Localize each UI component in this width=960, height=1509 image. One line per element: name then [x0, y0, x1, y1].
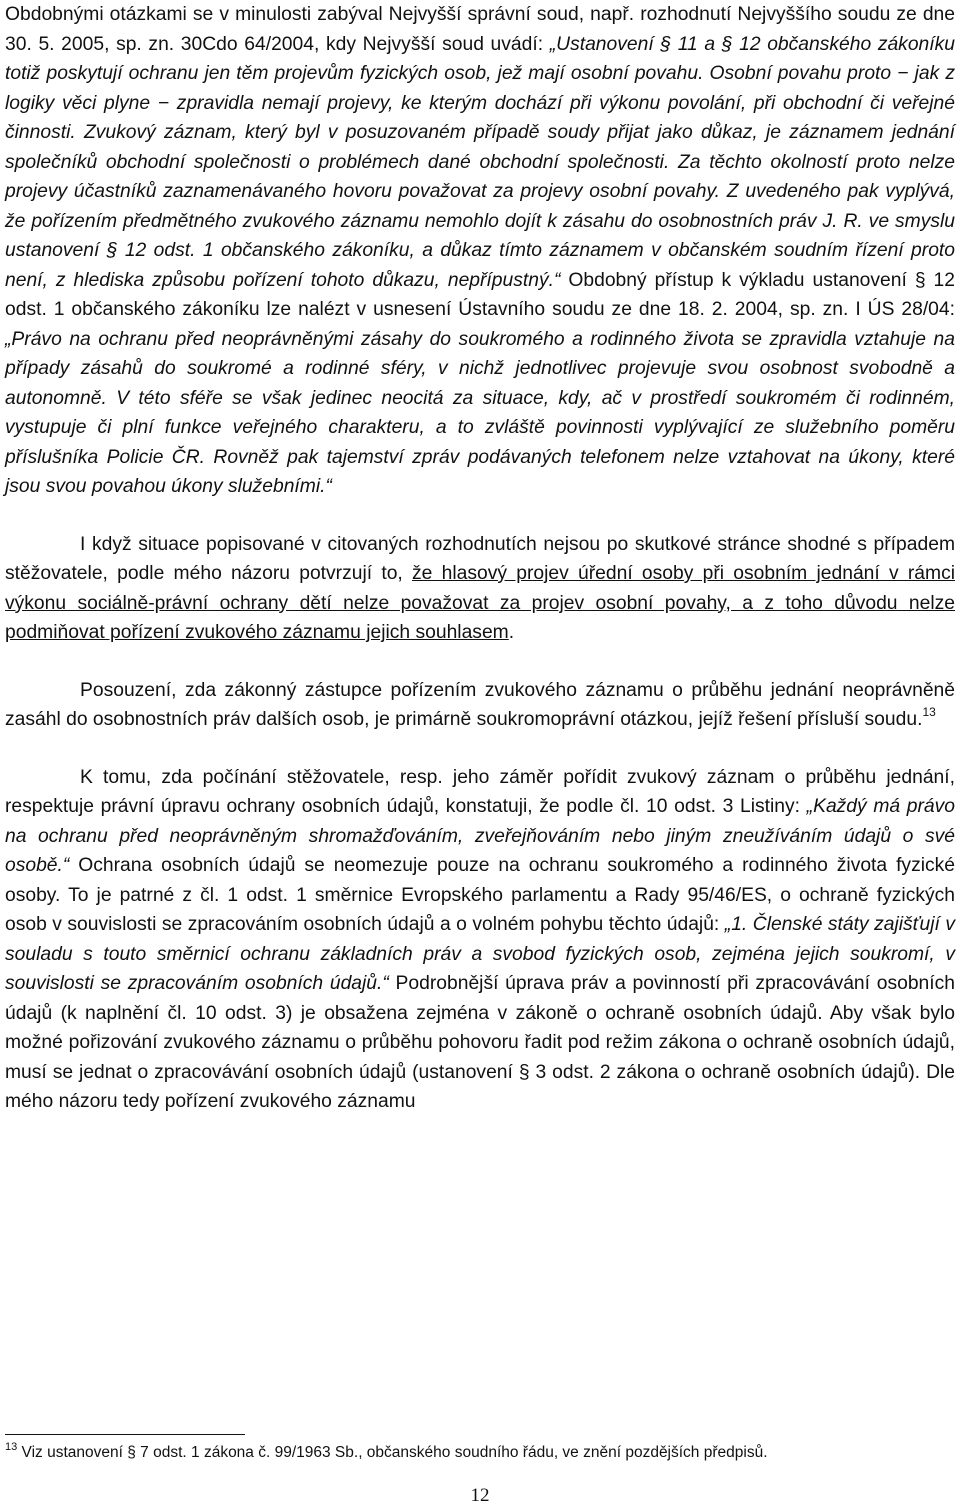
paragraph-1-text-1: Obdobnými otázkami se v minulosti zabýval Nejvyšší správní soud, např. rozhodnutí Nejvyššího soudu ze dne 30. 5. 2005, sp. zn. 30Cdo 64/2004, kdy Nejvyšší soud uvádí: — [5, 4, 955, 55]
paragraph-4 — [5, 763, 955, 1117]
paragraph-2-text-2: . — [508, 622, 515, 643]
paragraph-3 — [5, 676, 955, 735]
paragraph-4-quote-listina: „Každý má právo na ochranu před neoprávněným shromažďováním, zveřejňováním nebo jiným zneužíváním údajů o své osobě.“ — [5, 796, 955, 876]
paragraph-spacer — [5, 648, 955, 676]
footnote — [5, 1442, 955, 1464]
paragraph-4-text-2: Ochrana osobních údajů se neomezuje pouze na ochranu soukromého a rodinného života fyzické osoby. To je patrné z čl. 1 odst. 1 směrnice Evropského parlamentu a Rady 95/46/ES, o ochraně fyzických osob v souvislosti se zpracováním osobních údajů a o volném pohybu těchto údajů: — [5, 855, 955, 935]
paragraph-1-quote-nss: „Ustanovení § 11 a § 12 občanského zákoníku totiž poskytují ochranu jen těm projevům fyzických osob, jež mají osobní povahu. Osobní povahu proto − jak z logiky věci plyne − zpravidla nemají projevy, ke kterým dochází při výkonu povolání, při obchodní či veřejné činnosti. Zvukový záznam, který byl v posuzovaném případě soudy přijat jako důkaz, je záznamem jednání společníků obchodní společnosti o problémech dané obchodní společnosti. Za těchto okolností proto nelze projevy účastníků zaznamenávaného hovoru považovat za projevy osobní povahy. Z uvedeného pak vyplývá, že pořízením předmětného zvukového záznamu nemohlo dojít k zásahu do osobnostních práv J. R. ve smyslu ustanovení § 12 odst. 1 občanského zákoníku, a důkaz tímto záznamem v občanském soudním řízení proto není, z hlediska způsobu pořízení tohoto důkazu, nepřípustný.“ — [5, 33, 955, 291]
paragraph-2-text-1: I když situace popisované v citovaných rozhodnutích nejsou po skutkové stránce shodné s případem stěžovatele, podle mého názoru potvrzují to, — [5, 533, 955, 584]
paragraph-1-text-2: Obdobný přístup k výkladu ustanovení § 12 odst. 1 občanského zákoníku lze nalézt v usnesení Ústavního soudu ze dne 18. 2. 2004, sp. zn. I ÚS 28/04: — [5, 269, 955, 320]
footnote-text: Viz ustanovení § 7 odst. 1 zákona č. 99/1963 Sb., občanského soudního řádu, ve znění pozdějších předpisů. — [17, 1444, 768, 1461]
paragraph-1-quote-us: „Právo na ochranu před neoprávněnými zásahy do soukromého a rodinného života se zpravidla vztahuje na případy zásahů do soukromé a rodinné sféry, v nichž jednotlivec projevuje svou osobnost svobodně a autonomně. V této sféře se však jedinec neocitá za situace, kdy, ač v prostředí soukromém či rodinném, vystupuje či plní funkce veřejného charakteru, a to zvláště povinnosti vyplývající ze služebního poměru příslušníka Policie ČR. Rovněž pak tajemství zpráv podávaných telefonem nelze vztahovat na úkony, které jsou svou povahou úkony služebními.“ — [5, 328, 955, 497]
paragraph-2 — [5, 530, 955, 648]
paragraph-spacer — [5, 502, 955, 530]
paragraph-1 — [5, 0, 955, 502]
document-page — [5, 0, 955, 1117]
paragraph-3-text: Posouzení, zda zákonný zástupce pořízením zvukového záznamu o průběhu jednání neoprávněně zasáhl do osobnostních práv dalších osob, je primárně soukromoprávní otázkou, jejíž řešení přísluší soudu. — [5, 679, 955, 730]
paragraph-2-underlined-conclusion: že hlasový projev úřední osoby při osobním jednání v rámci výkonu sociálně-právní ochrany dětí nelze považovat za projev osobní povahy, a z toho důvodu nelze podmiňovat pořízení zvukového záznamu jejich souhlasem — [5, 563, 955, 643]
footnote-reference[interactable]: 13 — [922, 705, 936, 719]
paragraph-4-quote-directive: „1. Členské státy zajišťují v souladu s touto směrnicí ochranu základních práv a svobod fyzických osob, zejména jejich soukromí, v souvislosti se zpracováním osobních údajů.“ — [5, 914, 955, 994]
page-number: 12 — [470, 1485, 490, 1506]
paragraph-4-text-3: Podrobnější úprava práv a povinností při zpracovávání osobních údajů (k naplnění čl. 10 odst. 3) je obsažena zejména v zákoně o ochraně osobních údajů. Aby však bylo možné pořizování zvukového záznamu o průběhu pohovoru řadit pod režim zákona o ochraně osobních údajů, musí se jednat o zpracovávání osobních údajů (ustanovení § 3 odst. 2 zákona o ochraně osobních údajů). Dle mého názoru tedy pořízení zvukového záznamu — [5, 973, 955, 1112]
paragraph-4-text-1: K tomu, zda počínání stěžovatele, resp. jeho záměr pořídit zvukový záznam o průběhu jednání, respektuje právní úpravu ochrany osobních údajů, konstatuji, že podle čl. 10 odst. 3 Listiny: — [5, 766, 955, 817]
paragraph-spacer — [5, 735, 955, 763]
footnote-separator — [5, 1434, 245, 1435]
footnote-number: 13 — [5, 1441, 18, 1453]
